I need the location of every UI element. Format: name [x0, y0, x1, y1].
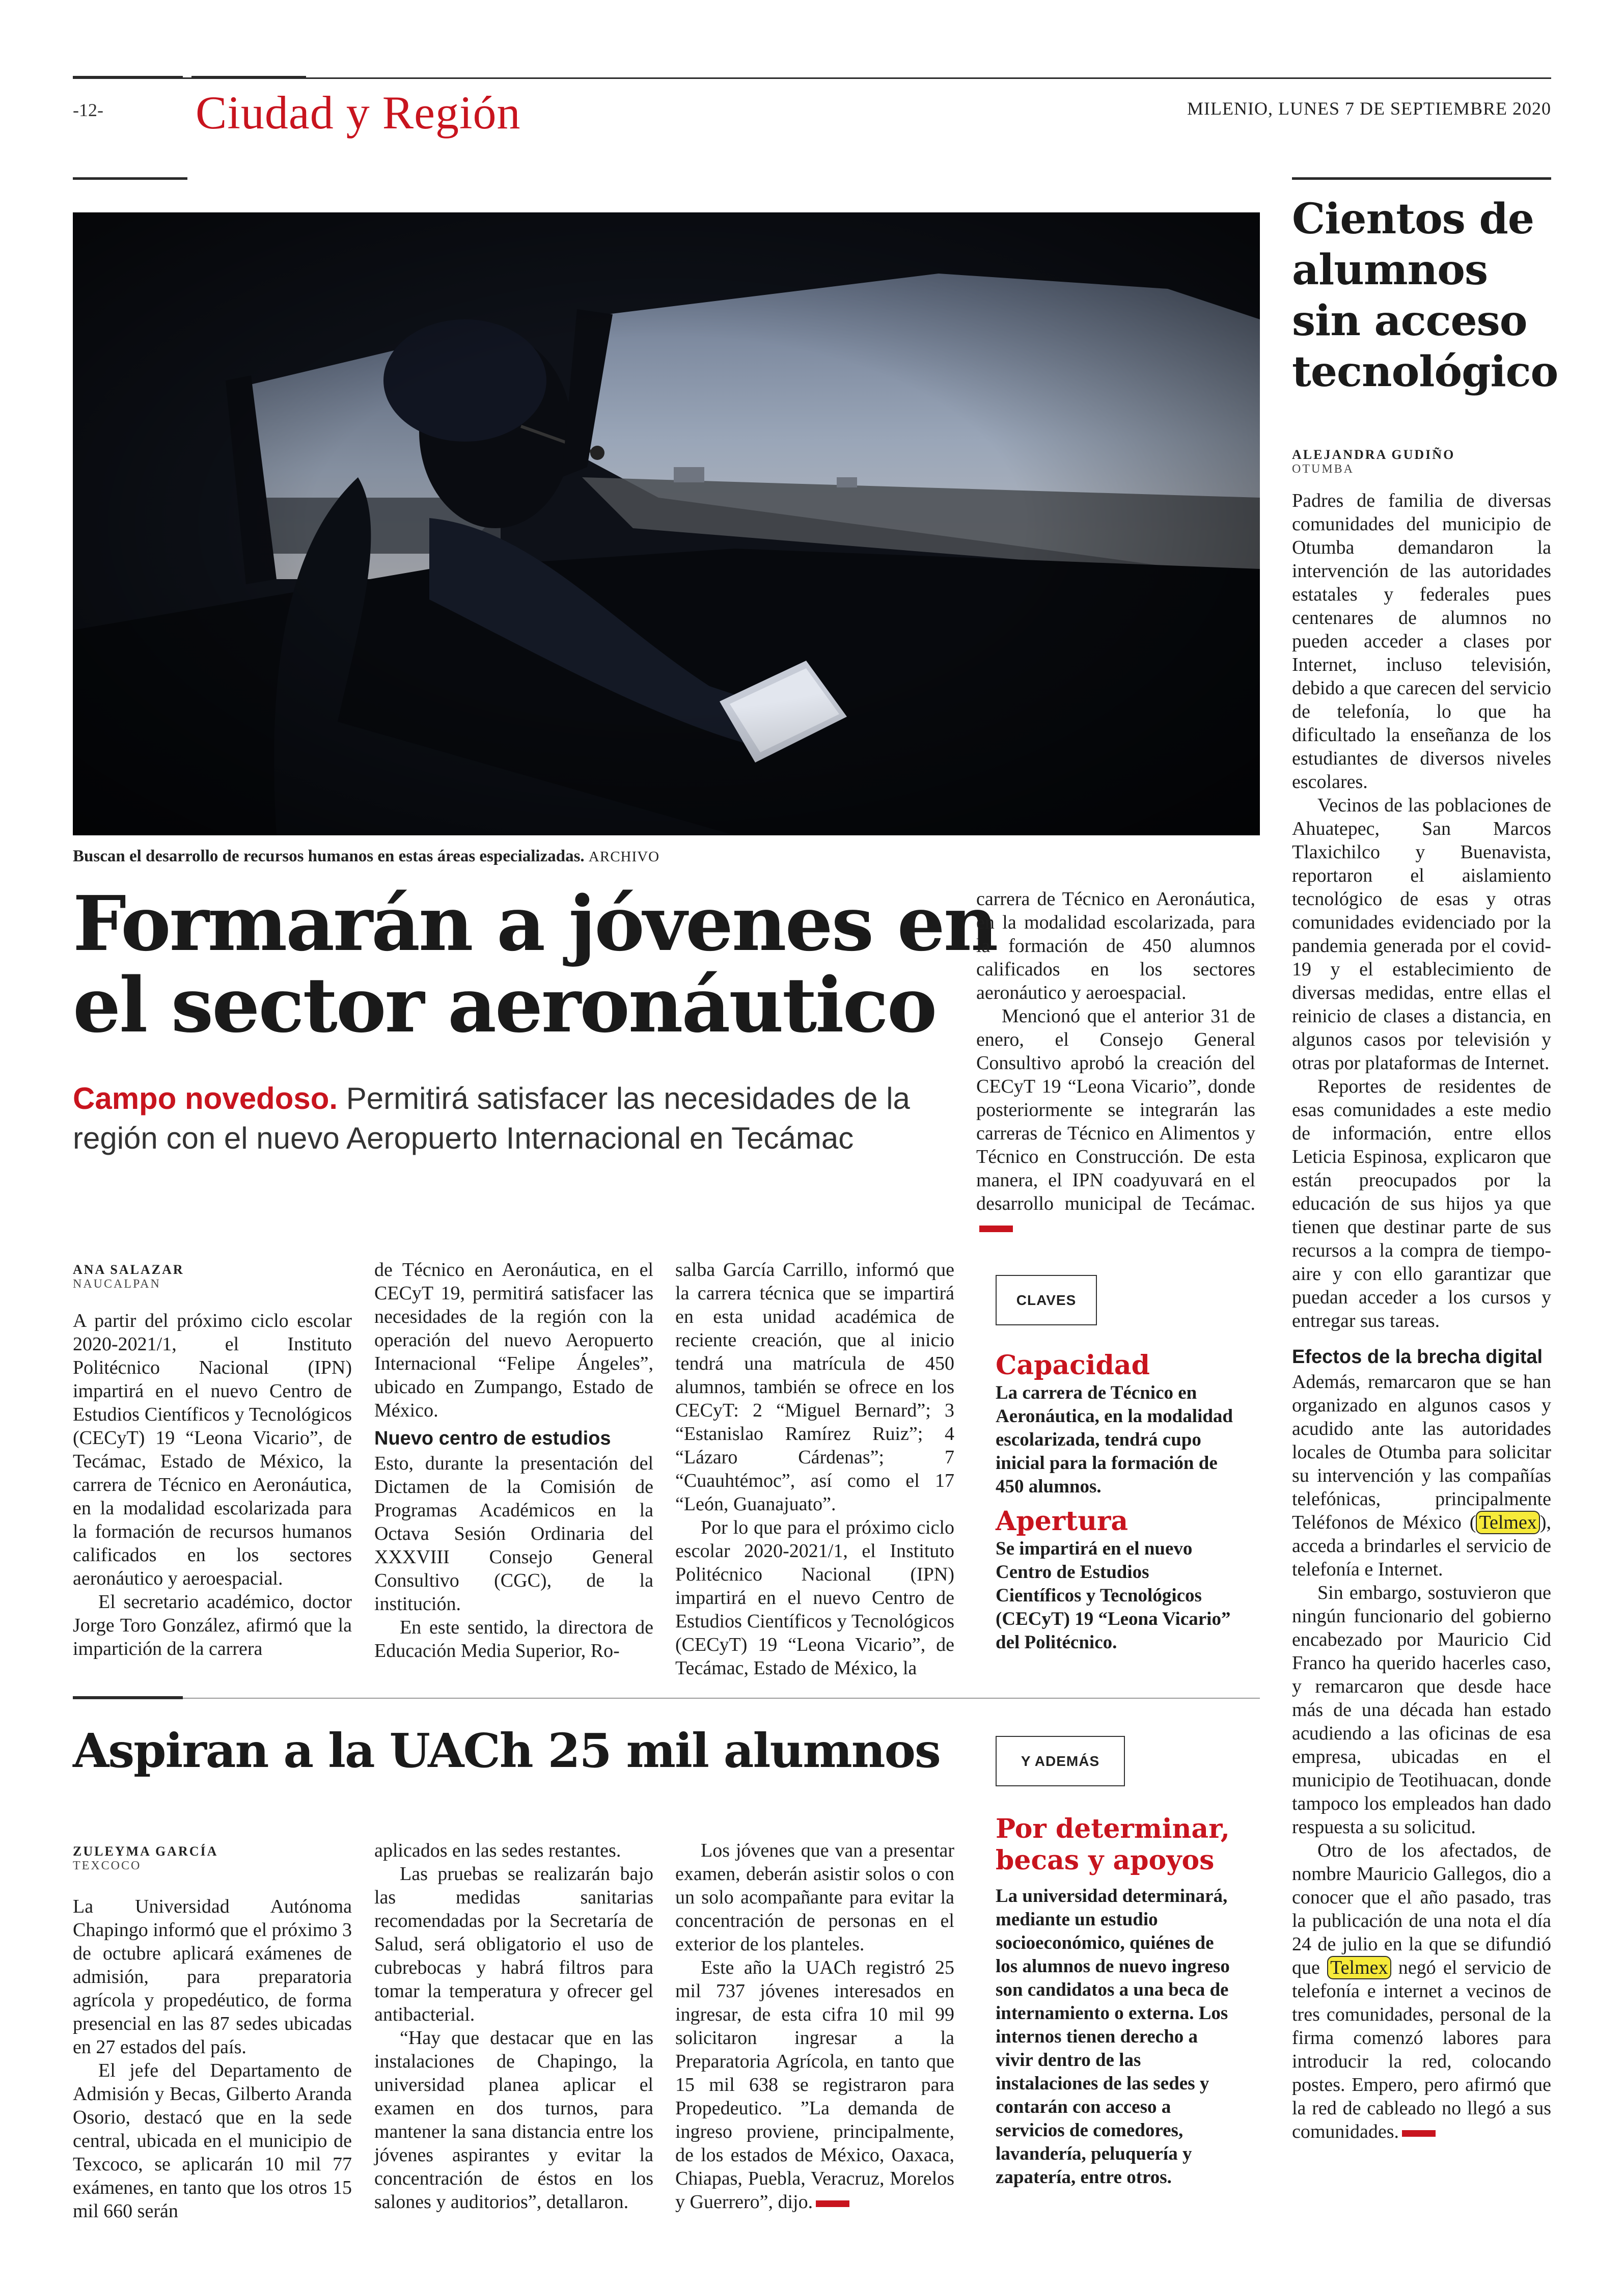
end-mark — [979, 1226, 1013, 1232]
second-story-rule-thick — [73, 1696, 183, 1699]
end-mark — [816, 2200, 849, 2207]
paragraph — [675, 1956, 954, 2214]
ademas-title: Por determinar, becas y apoyos — [996, 1813, 1230, 1876]
claves-item1-text: La carrera de Técnico en Aeronáutica, en la modalidad escolarizada, tendrá cupo inicial para la formación de 450 alumnos. — [996, 1382, 1233, 1497]
paragraph: La Universidad Autónoma Chapingo informó que el próximo 3 de octubre aplicará exámenes de admisión, para preparatoria agrícola y propedéutico, de forma presencial en las 87 sedes ubicadas en 27 estados del país. — [73, 1896, 352, 2058]
main-headline-line1: Formarán a jóvenes en — [73, 879, 997, 968]
paragraph — [1292, 1839, 1551, 2143]
side-subhead: Efectos de la brecha digital — [1292, 1346, 1543, 1368]
paragraph: de Técnico en Aeronáutica, en el CECyT 19, permitirá satisfacer las necesidades de la región con la operación del nuevo Aeropuerto Internacional “Felipe Ángeles”, ubicado en Zumpango, Estado de México. — [374, 1259, 653, 1421]
paragraph: El secretario académico, doctor Jorge Toro González, afirmó que la impartición de la carrera — [73, 1591, 352, 1659]
main-subhead: Nuevo centro de estudios — [374, 1428, 611, 1449]
paragraph: Las pruebas se realizarán bajo las medidas sanitarias recomendadas por la Secretaría de Salud, será obligatorio el uso de cubrebocas y habrá filtros para tomar la temperatura y ofrecer gel antibacterial. — [374, 1863, 653, 2025]
header-under-rule-left — [73, 177, 187, 180]
paragraph-text: Otro de los afectados, de nombre Mauricio Gallegos, dio a conocer que el año pasado, tras la publicación de una nota el día 24 de julio en la que se difundió que — [1292, 1840, 1551, 1978]
paragraph: Padres de familia de diversas comunidades del municipio de Otumba demandaron la intervención de las autoridades estatales y federales pues centenares de alumnos no pueden acceder a clases por Internet, incluso televisión, debido a que carecen del servicio de telefonía, lo que ha dificultado la enseñanza de los estudiantes de diversos niveles escolares. — [1292, 490, 1551, 793]
photo-caption — [73, 847, 659, 866]
side-byline: ALEJANDRA GUDIÑO — [1292, 447, 1455, 462]
paragraph-text: Además, remarcaron que se han organizado en algunos casos y acudido ante las autoridades locales de Otumba para solicitar su intervención y las compañías telefónicas, principalmente Teléfonos de México ( — [1292, 1371, 1551, 1533]
main-headline-line2: el sector aeronáutico — [73, 961, 936, 1049]
side-place: OTUMBA — [1292, 462, 1355, 476]
highlighted-term: Telmex — [1327, 1956, 1391, 1979]
claves-item2-title: Apertura — [996, 1506, 1128, 1537]
claves-box — [996, 1350, 1235, 1654]
paragraph: En este sentido, la directora de Educación Media Superior, Ro- — [374, 1617, 653, 1662]
ademas-label: Y ADEMÁS — [996, 1736, 1125, 1786]
highlighted-term: Telmex — [1476, 1511, 1539, 1534]
main-col-3 — [675, 1258, 954, 1680]
paragraph: Reportes de residentes de esas comunidades a este medio de información, entre ellos Leticia Espinosa, explicaron que están preocupados por la educación de sus hijos ya que tienen que destinar parte de sus recursos a la compra de tiempo-aire y con ello garantizar que puedan acceder a los cursos y entregar sus tareas. — [1292, 1076, 1551, 1331]
paragraph: carrera de Técnico en Aeronáutica, en la modalidad escolarizada, para la formación de 450 alumnos calificados en los sectores aeronáutico y aeroespacial. — [976, 888, 1255, 1003]
caption-text: Buscan el desarrollo de recursos humanos en estas áreas especializadas. — [73, 847, 585, 865]
claves-item1-title: Capacidad — [996, 1350, 1150, 1381]
paragraph: Vecinos de las poblaciones de Ahuatepec, San Marcos Tlaxichilco y Buenavista, reportaron el aislamiento tecnológico de esas y otras comunidades evidenciado por la pandemia generada por el covid-19 y el establecimiento de diversas medidas, entre ellas el reinicio de clases a distancia, en algunos casos por televisión y otras por plataformas de Internet. — [1292, 795, 1551, 1074]
dateline: MILENIO, LUNES 7 DE SEPTIEMBRE 2020 — [1187, 98, 1551, 119]
second-col-1 — [73, 1895, 352, 2223]
ademas-text: La universidad determinará, mediante un estudio socioeconómico, quiénes de los alumnos de nuevo ingreso son candidatos a una beca de internamiento o externa. Los internos tienen derecho a vivir dentro de las instalaciones de las sedes y contarán con acceso a servicios de comedores, lavandería, peluquería y zapatería, entre otros. — [996, 1886, 1230, 2188]
main-byline-block — [73, 1262, 184, 1291]
paragraph: salba García Carrillo, informó que la carrera técnica que se impartirá en esta unidad académica de reciente creación, que al inicio tendrá una matrícula de 450 alumnos, también se ofrece en los CECyT: 2 “Miguel Bernard”; 3 “Estanislao Ramírez Ruiz”; 4 “Lázaro Cárdenas”; 7 “Cuauhtémoc”, así como el 17 “León, Guanajuato”. — [675, 1259, 954, 1515]
second-col-2 — [374, 1839, 653, 2214]
paragraph-text: Mencionó que el anterior 31 de enero, el Consejo General Consultivo aprobó la creación del CECyT 19 “Leona Vicario”, donde posteriormente se integrarán las carreras de Técnico en Alimentos y Técnico en Construcción. De esta manera, el IPN coadyuvará en el desarrollo municipal de Tecámac. — [976, 1005, 1255, 1214]
main-place: NAUCALPAN — [73, 1277, 161, 1291]
page-number: -12- — [73, 100, 103, 120]
claves-label: CLAVES — [996, 1275, 1097, 1325]
paragraph: Por lo que para el próximo ciclo escolar 2020-2021/1, el Instituto Politécnico Nacional (IPN) impartirá en el nuevo Centro de Estudios Científicos y Tecnológicos (CECyT) 19 “Leona Vicario”, de Tecámac, Estado de México, la — [675, 1517, 954, 1679]
main-col-4 — [976, 887, 1255, 1239]
side-headline: Cientos de alumnos sin acceso tecnológico — [1292, 195, 1558, 396]
paragraph-text: ), acceda a brindarles el servicio de telefonía e Internet. — [1292, 1512, 1551, 1580]
cockpit-photo — [73, 212, 1260, 835]
paragraph: Los jóvenes que van a presentar examen, deberán asistir solos o con un solo acompañante para evitar la concentración de personas en el exterior de los planteles. — [675, 1840, 954, 1955]
ademas-box — [996, 1813, 1235, 2189]
second-col-3 — [675, 1839, 954, 2214]
paragraph-text: negó el servicio de telefonía e internet a vecinos de tres comunidades, personal de la firma comenzó labores para introducir la red, colocando postes. Empero, pero afirmó que la red de cableado no llegó a sus comunidades. — [1292, 1957, 1551, 2142]
top-rule-thick-left — [73, 76, 183, 79]
paragraph: Esto, durante la presentación del Dictamen de la Comisión de Programas Académicos en la Octava Sesión Ordinaria del XXXVIII Consejo General Consultivo (CGC), de la institución. — [374, 1453, 653, 1615]
paragraph — [976, 1004, 1255, 1239]
main-headline — [73, 879, 997, 1049]
claves-item2-text: Se impartirá en el nuevo Centro de Estudios Científicos y Tecnológicos (CECyT) 19 “Leona Vicario” del Politécnico. — [996, 1538, 1231, 1653]
header-under-rule-right — [1292, 177, 1551, 180]
second-headline: Aspiran a la UACh 25 mil alumnos — [73, 1723, 940, 1778]
caption-credit: ARCHIVO — [588, 849, 660, 865]
paragraph: A partir del próximo ciclo escolar 2020-2021/1, el Instituto Politécnico Nacional (IPN) impartirá en el nuevo Centro de Estudios Científicos y Tecnológicos (CECyT) 19 “Leona Vicario”, de Tecámac, Estado de México, la carrera de Técnico en Aeronáutica, en la modalidad escolarizada para la formación de recursos humanos calificados en los sectores aeronáutico y aeroespacial. — [73, 1310, 352, 1589]
end-mark — [1402, 2130, 1436, 2137]
paragraph: El jefe del Departamento de Admisión y Becas, Gilberto Aranda Osorio, destacó que en la sede central, ubicada en el municipio de Texcoco, se aplicarán 10 mil 77 exámenes, en tanto que los otros 15 mil 660 serán — [73, 2060, 352, 2222]
paragraph: “Hay que destacar que en las instalaciones de Chapingo, la universidad planea aplicar el examen en dos turnos, para mantener la sana distancia entre los jóvenes aspirantes y evitar la concentración de éstos en los salones y auditorios”, detallaron. — [374, 2027, 653, 2213]
main-dek — [73, 1079, 928, 1158]
side-byline-block — [1292, 447, 1455, 476]
main-byline: ANA SALAZAR — [73, 1262, 184, 1277]
second-byline-block — [73, 1844, 218, 1873]
paragraph — [1292, 1370, 1551, 1581]
paragraph: Sin embargo, sostuvieron que ningún funcionario del gobierno encabezado por Mauricio Cid Franco ha querido hacerles caso, y remarcaron que desde hace más de una década han estado acudiendo a las oficinas de esa empresa, ubicadas en el municipio de Teotihuacan, donde tampoco los empleados han dado respuesta a su solicitud. — [1292, 1582, 1551, 1838]
main-col-2 — [374, 1258, 653, 1663]
section-title: Ciudad y Región — [196, 87, 521, 139]
second-byline: ZULEYMA GARCÍA — [73, 1844, 218, 1859]
paragraph: aplicados en las sedes restantes. — [374, 1840, 621, 1861]
second-place: TEXCOCO — [73, 1859, 142, 1872]
second-story-rule — [73, 1698, 1260, 1699]
side-col — [1292, 489, 1551, 2143]
main-col-1 — [73, 1309, 352, 1661]
paragraph-text: Este año la UACh registró 25 mil 737 jóvenes interesados en ingresar, de esta cifra 10 mil 99 solicitaron ingresar a la Preparatoria Agrícola, en tanto que 15 mil 638 se registraron para Propedeutico. ”La demanda de ingreso proviene, principalmente, de los estados de México, Oaxaca, Chiapas, Puebla, Veracruz, Morelos y Guerrero”, dijo. — [675, 1957, 954, 2213]
dek-text: Permitirá satisfacer las necesidades de la región con el nuevo Aeropuerto Internacional en Tecámac — [73, 1081, 910, 1155]
top-rule-thick-section — [191, 76, 306, 79]
dek-kicker: Campo novedoso. — [73, 1081, 338, 1115]
